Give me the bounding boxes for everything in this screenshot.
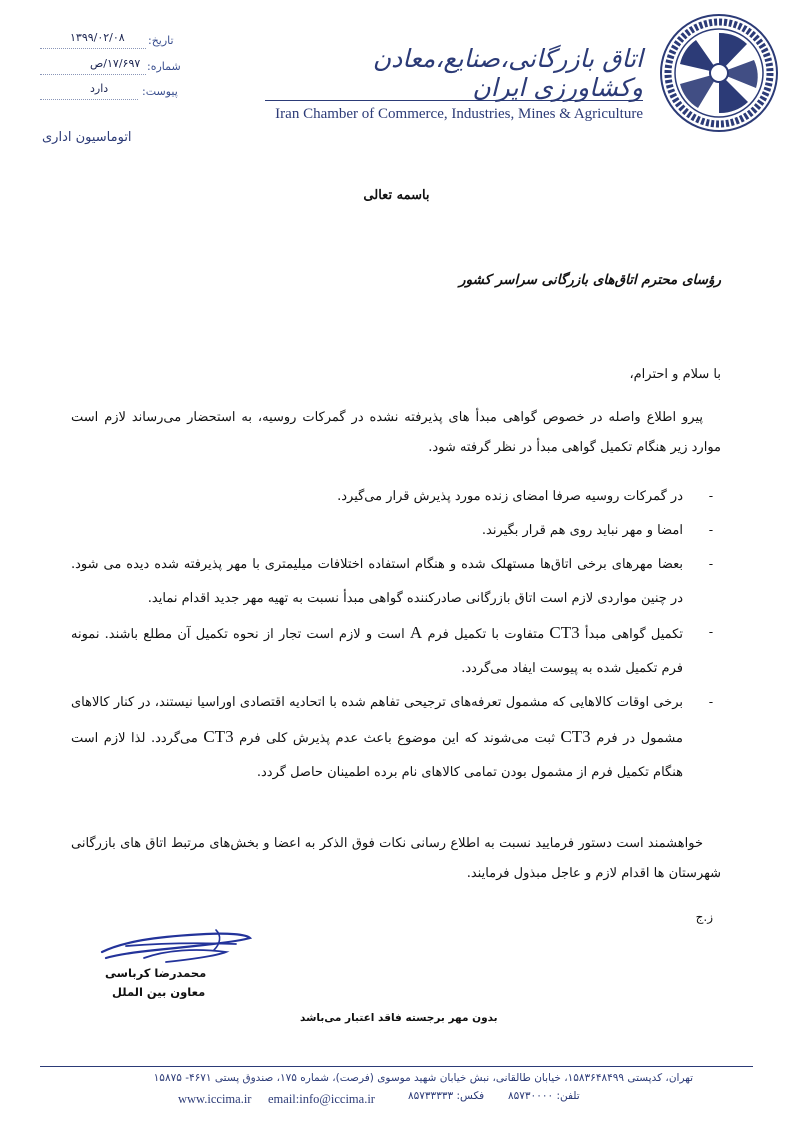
form-code: CT3 [203, 727, 234, 746]
org-name-english: Iran Chamber of Commerce, Industries, Mines & Agriculture [275, 106, 643, 122]
signer-title: معاون بین الملل [112, 985, 206, 999]
form-code: CT3 [560, 727, 591, 746]
org-name-persian: اتاق بازرگانی،صنایع،معادن وکشاورزی ایران [372, 44, 643, 102]
list-item [71, 616, 721, 686]
list-item-text: متفاوت با تکمیل فرم [427, 627, 545, 642]
iccima-logo-icon [658, 12, 780, 134]
dash-bullet: - [708, 557, 714, 572]
list-item-text: امضا و مهر نباید روی هم قرار بگیرند. [481, 523, 683, 538]
dash-bullet: - [708, 489, 714, 504]
number-value: ۱۷/۶۹۷/ص [90, 57, 141, 70]
footer-divider [40, 1066, 753, 1067]
addressee: رؤسای محترم اتاق‌های بازرگانی سراسر کشور [459, 272, 721, 288]
list-item-text: برخی اوقات کالاهایی که مشمول تعرفه‌های ترجیحی تفاهم شده با اتحادیه اقتصادی اوراسیا نیستند، در کنار کالاهای مشمول در فرم [71, 695, 683, 746]
attachment-line [40, 85, 138, 100]
list-item-text: تکمیل گواهی مبدأ [584, 627, 683, 642]
attachment-value: دارد [90, 82, 109, 95]
seal-validity-note: بدون مهر برجسته فاقد اعتبار می‌باشد [300, 1012, 498, 1024]
date-value: ۱۳۹۹/۰۲/۰۸ [70, 31, 125, 44]
list-item-text: بعضا مهرهای برخی اتاق‌ها مستهلک شده و هنگام استفاده اختلافات میلیمتری با مهر پذیرفته شده دیده می شود. در چنین مواردی لازم است اتاق بازرگانی صادرکننده گواهی مبدأ نسبت به تهیه مهر جدید اقدام نماید. [71, 557, 683, 606]
signer-name: محمدرضا کرباسی [105, 966, 207, 980]
closing-paragraph: خواهشمند است دستور فرمایید نسبت به اطلاع رسانی نکات فوق الذکر به اعضا و بخش‌های مرتبط اتاق های بازرگانی شهرستان ها اقدام لازم و عاجل مبذول فرمایند. [71, 836, 721, 881]
list-item-text: در گمرکات روسیه صرفا امضای زنده مورد پذیرش قرار می‌گیرد. [337, 489, 683, 504]
list-item-text: است و لازم است تجار از نحوه تکمیل آن مطلع باشند. نمونه فرم تکمیل شده به پیوست ایفاد می‌گردد. [71, 627, 683, 676]
initials: ز.ج [695, 910, 713, 924]
form-code: CT3 [549, 623, 580, 642]
list-item [71, 480, 721, 514]
date-label: تاریخ: [148, 34, 174, 47]
handwritten-signature [96, 922, 256, 970]
attachment-label: پیوست: [142, 85, 178, 98]
form-code: A [409, 623, 423, 642]
office-automation-label: اتوماسیون اداری [42, 130, 132, 145]
footer-fax: فکس: ۸۵۷۳۳۳۳۳ [408, 1090, 485, 1102]
intro-paragraph: پیرو اطلاع واصله در خصوص گواهی مبدأ های پذیرفته نشده در گمرکات روسیه، به استحضار می‌رساند لازم است موارد زیر هنگام تکمیل گواهی مبدأ در نظر گرفته شود. [71, 410, 721, 455]
list-item [71, 514, 721, 548]
list-item-text: ثبت می‌شوند که این موضوع باعث عدم پذیرش کلی فرم [239, 731, 555, 746]
list-item [71, 548, 721, 616]
list-item-text: می‌گردد. لذا لازم است هنگام تکمیل فرم از مشمول بودن تمامی کالاهای نام برده اطمینان حاصل گردد. [71, 731, 683, 780]
footer-address: تهران، کدپستی ۱۵۸۳۶۴۸۴۹۹، خیابان طالقانی، نبش خیابان شهید موسوی (فرصت)، شماره ۱۷۵، صندوق پستی ۴۶۷۱- ۱۵۸۷۵ [153, 1072, 693, 1084]
number-label: شماره: [147, 60, 181, 73]
dash-bullet: - [708, 695, 714, 710]
requirements-list [71, 480, 721, 790]
greeting: با سلام و احترام، [629, 367, 721, 382]
list-item [71, 686, 721, 790]
dash-bullet: - [708, 523, 714, 538]
footer-website-link[interactable]: www.iccima.ir [178, 1092, 252, 1106]
dash-bullet: - [708, 625, 714, 640]
footer-email-link[interactable]: email:info@iccima.ir [268, 1092, 375, 1106]
header-divider [265, 100, 643, 101]
footer-phone: تلفن: ۸۵۷۳۰۰۰۰ [508, 1090, 580, 1102]
bismillah-heading: باسمه تعالی [363, 188, 430, 203]
